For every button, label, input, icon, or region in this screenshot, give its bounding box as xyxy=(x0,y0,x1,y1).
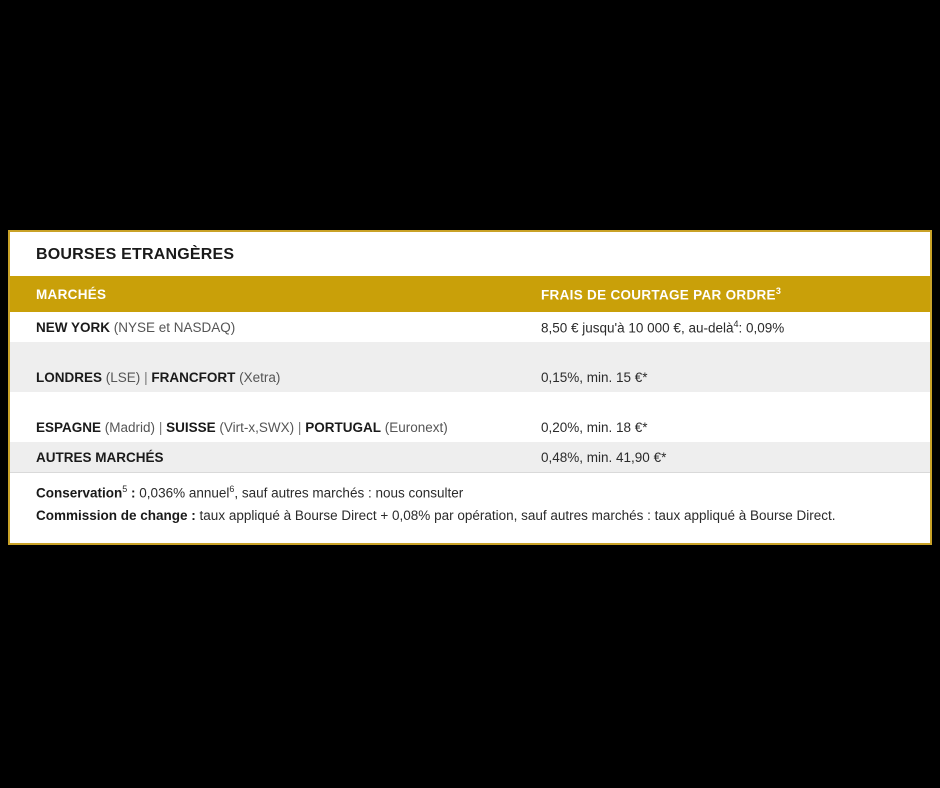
fee-text: 8,50 € jusqu'à 10 000 €, au-delà xyxy=(541,320,734,336)
table-header xyxy=(10,276,930,312)
table-row xyxy=(10,362,930,392)
column-header-fees-footnote: 3 xyxy=(775,285,782,296)
fee-text: 0,15%, min. 15 €* xyxy=(541,369,648,385)
footnote-label-separator: : xyxy=(127,485,136,501)
market-separator: | xyxy=(297,419,302,435)
market-detail-tertiary: (Euronext) xyxy=(384,419,448,435)
foreign-markets-fee-table xyxy=(10,276,930,472)
footnote-label-separator: : xyxy=(187,508,196,524)
fee-cell xyxy=(522,362,930,392)
table-row xyxy=(10,442,930,472)
market-cell xyxy=(10,312,522,342)
market-name-primary: ESPAGNE xyxy=(36,419,102,435)
market-cell xyxy=(10,412,522,442)
market-name-tertiary: PORTUGAL xyxy=(305,419,381,435)
fee-cell xyxy=(522,312,930,342)
table-spacer-row xyxy=(10,392,930,412)
market-detail-primary: (LSE) xyxy=(105,369,141,385)
footnotes-section xyxy=(10,472,930,543)
table-header-row xyxy=(10,276,930,312)
market-detail-primary: (NYSE et NASDAQ) xyxy=(113,319,236,335)
market-cell xyxy=(10,362,522,392)
fee-text: 0,20%, min. 18 €* xyxy=(541,419,648,435)
spacer-cell xyxy=(522,342,930,362)
market-name-secondary: SUISSE xyxy=(166,419,216,435)
market-separator: | xyxy=(158,419,163,435)
fee-footnote: 4 xyxy=(733,318,739,329)
column-header-fees-label: FRAIS DE COURTAGE PAR ORDRE xyxy=(541,287,776,303)
table-row xyxy=(10,312,930,342)
footnote-label-marker: 5 xyxy=(122,484,128,494)
market-name-primary: AUTRES MARCHÉS xyxy=(36,449,164,465)
market-cell xyxy=(10,442,522,472)
market-detail-secondary: (Virt-x,SWX) xyxy=(219,419,295,435)
fee-text: 0,48%, min. 41,90 €* xyxy=(541,449,667,465)
spacer-cell xyxy=(522,392,930,412)
spacer-cell xyxy=(10,342,522,362)
fees-card xyxy=(8,230,932,545)
table-spacer-row xyxy=(10,342,930,362)
footnote-text-a: 0,036% annuel xyxy=(135,485,230,501)
market-detail-secondary: (Xetra) xyxy=(239,369,281,385)
footnote-label: Conservation xyxy=(36,485,123,501)
footnote-commission-change xyxy=(36,506,904,526)
market-name-primary: NEW YORK xyxy=(36,319,111,335)
market-name-secondary: FRANCFORT xyxy=(151,369,236,385)
footnote-text-b: , sauf autres marchés : nous consulter xyxy=(234,485,464,501)
column-header-markets: MARCHÉS xyxy=(10,276,522,312)
market-name-primary: LONDRES xyxy=(36,369,103,385)
table-body xyxy=(10,312,930,472)
fee-text-tail: : 0,09% xyxy=(738,320,785,336)
footnote-conservation xyxy=(36,483,904,503)
fee-cell xyxy=(522,442,930,472)
card-title: BOURSES ETRANGÈRES xyxy=(36,246,235,263)
market-separator: | xyxy=(144,369,148,385)
market-detail-primary: (Madrid) xyxy=(104,419,156,435)
spacer-cell xyxy=(10,392,522,412)
table-row xyxy=(10,412,930,442)
footnote-label: Commission de change xyxy=(36,508,188,524)
fee-cell xyxy=(522,412,930,442)
footnote-text-a: taux appliqué à Bourse Direct + 0,08% par opération, sauf autres marchés : taux appliqué à Bourse Direct. xyxy=(195,508,836,524)
footnote-text-marker: 6 xyxy=(229,484,235,494)
column-header-fees xyxy=(522,276,930,312)
